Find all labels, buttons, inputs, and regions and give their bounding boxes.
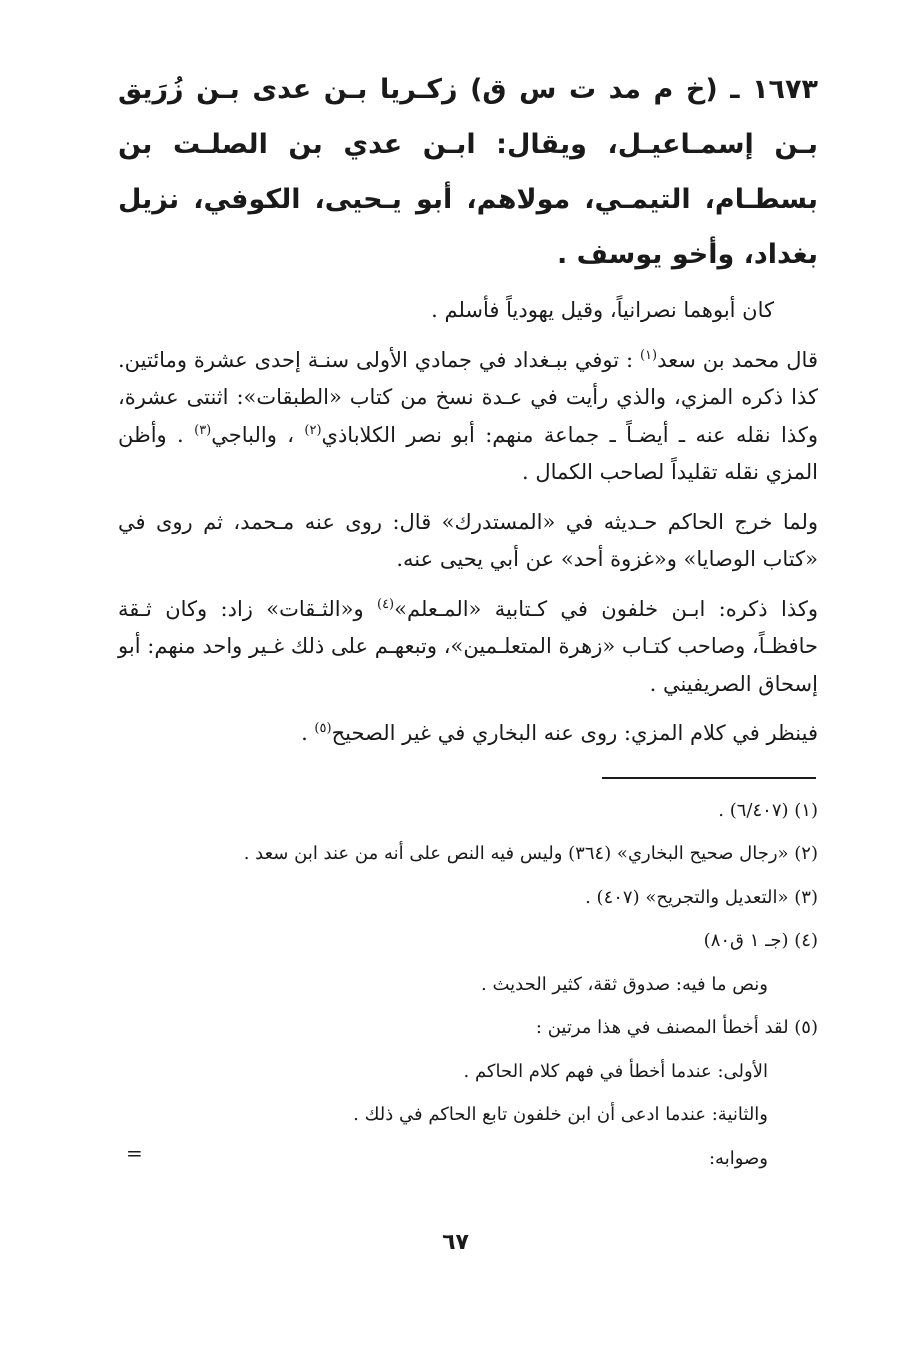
paragraph-ibn-khalfun xyxy=(118,591,818,704)
footnote-4-detail: ونص ما فيه: صدوق ثقة، كثير الحديث . xyxy=(481,973,768,995)
paragraph-text: : توفي ببـغداد في جمادي الأولى سنـة إحدى عشرة ومائتين. كذا ذكره المزي، والذي رأيت في عـدة نسخ من كتاب «الطبقات»: اثنتى عشرة، وكذا نقله عنه ـ أيضـاً ـ جماعة منهم: أبو نصر الكلاباذي xyxy=(118,347,818,447)
footnote-5-second: والثانية: عندما ادعى أن ابن خلفون تابع الحاكم في ذلك . xyxy=(353,1104,768,1125)
footnote-ref-2: (٢) xyxy=(304,422,322,438)
page-number: ٦٧ xyxy=(442,1230,469,1255)
footnote-5: (٥) لقد أخطأ المصنف في هذا مرتين : xyxy=(535,1017,818,1038)
paragraph-conclusion xyxy=(118,715,818,753)
footnote-separator xyxy=(118,753,818,789)
paragraph-text: . xyxy=(301,721,315,745)
separator-line xyxy=(602,777,816,779)
footnote-ref-4: (٤) xyxy=(376,596,395,612)
footnote-ref-1: (١) xyxy=(639,347,658,363)
footnote-ref-3: (٣) xyxy=(194,422,212,438)
footnote-5-first: الأولى: عندما أخطأ في فهم كلام الحاكم . xyxy=(463,1060,768,1082)
page-body xyxy=(118,62,818,1180)
footnotes xyxy=(118,789,818,1181)
footnote-1: (١) (٦/٤٠٧) . xyxy=(718,799,818,821)
paragraph-text: فينظر في كلام المزي: روى عنه البخاري في غير الصحيح xyxy=(331,721,818,745)
paragraph-parents: كان أبوهما نصرانياً، وقيل يهودياً فأسلم . xyxy=(431,298,774,322)
paragraph-text: قال محمد بن سعد xyxy=(657,347,818,372)
paragraph-text: و«الثـقات» زاد: وكان ثـقة حافظـاً، وصاحب كتـاب «زهرة المتعلـمين»، وتبعهـم على ذلك غـير واحد منهم: أبو إسحاق الصريفيني . xyxy=(118,596,818,696)
paragraph-text: ، والباجي xyxy=(211,422,305,447)
footnote-ref-5: (٥) xyxy=(314,721,332,736)
footnote-3: (٣) «التعديل والتجريح» (٤٠٧) . xyxy=(585,886,818,908)
footnote-5-correction: وصوابه: xyxy=(708,1147,768,1169)
paragraph-text: . وأظن المزي نقله تقليداً لصاحب الكمال . xyxy=(118,422,818,484)
continuation-mark: = xyxy=(126,1141,143,1165)
paragraph-text: وكذا ذكره: ابـن خلفون في كـتابية «المـعلم» xyxy=(394,596,819,621)
paragraph-ibn-sad xyxy=(118,342,818,492)
footnote-4: (٤) (جـ ١ ق٨٠) xyxy=(703,930,818,951)
entry-heading: ١٦٧٣ ـ (خ م مد ت س ق) زكـريا بـن عدى بـن زُرَيق بـن إسمـاعيـل، ويقال: ابـن عدي بن الصلـت بن بسطـام، التيمـي، مولاهم، أبو يـحيى، الكوفي، نزيل بغداد، وأخو يوسف . xyxy=(118,74,818,270)
footnote-2: (٢) «رجال صحيح البخاري» (٣٦٤) وليس فيه النص على أنه من عند ابن سعد . xyxy=(243,843,818,864)
paragraph-hakim: ولما خرج الحاكم حـديثه في «المستدرك» قال: روى عنه مـحمد، ثم روى في «كتاب الوصايا» و«غزوة أحد» عن أبي يحيى عنه. xyxy=(118,509,818,571)
